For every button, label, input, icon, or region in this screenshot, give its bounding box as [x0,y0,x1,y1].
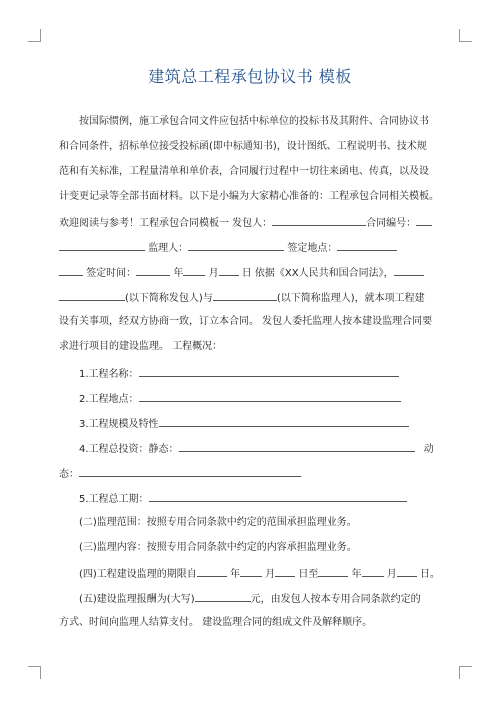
fee-label: (五)建设监理报酬为(大写) [79,594,195,605]
party-blank [394,265,424,276]
paragraph-line: 范和有关标准，工程量清单和单价表，合同履行过程中一切往来函电、传真，以及设 [59,166,429,177]
employer-name-blank [59,290,125,301]
employer-blank [272,215,366,226]
supervisor-abbrev-text: (以下简称监理人)，就本项工程建 [276,293,425,304]
paragraph-line [59,290,443,306]
crop-mark-top-right [459,29,472,42]
month-text: 月 [208,268,219,279]
project-investment-row [79,441,443,457]
period-blank [149,491,407,502]
term-year-blank [197,566,227,577]
crop-mark-bottom-left [28,666,41,679]
investment-blank [179,441,415,452]
contract-no-blank-cont [59,240,145,251]
employer-abbrev-text: (以下简称发包人)与 [125,293,213,304]
supervisor-label: 监理人： [148,243,189,254]
paragraph-line [59,240,443,256]
sign-time-label: 签定时间： [86,268,137,279]
sign-place-blank [337,240,397,251]
project-period-row [79,491,407,507]
project-scale-label: 3.工程规模及特性 [79,419,159,430]
crop-mark-top-left [28,29,41,42]
project-location-label: 2.工程地点： [79,394,139,405]
term-end-day-text: 日。 [419,569,440,580]
contract-no-blank [416,215,432,226]
paragraph-line: 按国际惯例，施工承包合同文件应包括中标单位的投标书及其附件、合同协议书 [79,116,429,127]
term-end-day-blank [397,566,417,577]
project-location-row [79,391,401,407]
year-blank [136,265,170,276]
period-label: 5.工程总工期： [79,494,149,505]
dynamic-row [59,466,443,482]
employer-label: 欢迎阅读与参考！工程承包合同模板一 发包人： [59,218,273,229]
project-name-blank [139,366,399,377]
supervisor-name-blank [213,290,277,301]
term-label: (四)工程建设监理的期限自 [79,569,197,580]
paragraph-line: 和合同条件，招标单位接受投标函(即中标通知书)，设计图纸、工程说明书、技术规 [59,141,427,152]
project-scale-blank [159,416,409,427]
term-end-year-blank [318,566,348,577]
fee-blank [195,591,251,602]
document-title: 建筑总工程承包协议书 模板 [148,67,352,86]
paragraph-line: 计变更记录等全部书面材料。以下是小编为大家精心准备的：工程承包合同相关模板。 [59,191,439,202]
term-end-year-text: 年 [351,569,362,580]
scope-line: (二)监理范围：按照专用合同条款中约定的范围承担监理业务。 [79,517,357,528]
term-year-text: 年 [230,569,240,580]
term-to-text: 日至 [298,569,319,580]
year-text: 年 [173,268,184,279]
dynamic-label: 态： [59,469,79,480]
contract-no-label: 合同编号： [366,218,417,229]
project-location-blank [139,391,401,402]
day-blank [219,265,239,276]
paragraph-line: 求进行项目的建设监理。 工程概况： [59,341,223,352]
paragraph-line [59,265,443,281]
sign-place-label: 签定地点： [287,243,338,254]
term-month-text: 月 [265,569,276,580]
term-line [79,566,440,582]
fee-line [79,591,421,607]
content-line: (三)监理内容：按照专用合同条款中约定的内容承担监理业务。 [79,542,357,553]
paragraph-line: 方式、时间向监理人结算支付。 建设监理合同的组成文件及解释顺序。 [59,617,373,628]
paragraph-line: 设有关事项，经双方协商一致，订立本合同。 发包人委托监理人按本建设监理合同要 [59,316,433,327]
crop-mark-bottom-right [459,666,472,679]
project-scale-row [79,416,409,432]
dynamic-blank [79,466,301,477]
month-blank [183,265,205,276]
law-reference: 日 依据《XX人民共和国合同法》， [241,268,394,279]
sign-place-blank-cont [59,265,83,276]
paragraph-line [59,215,443,231]
project-name-row [79,366,399,382]
investment-label: 4.工程总投资：静态： [79,444,179,455]
term-end-month-blank [362,566,384,577]
fee-text: 元，由发包人按本专用合同条款约定的 [250,594,421,605]
dynamic-text: 动 [423,444,434,455]
term-end-month-text: 月 [386,569,397,580]
term-day-blank [275,566,295,577]
project-name-label: 1.工程名称： [79,369,139,380]
supervisor-blank [188,240,284,251]
term-month-blank [240,566,262,577]
